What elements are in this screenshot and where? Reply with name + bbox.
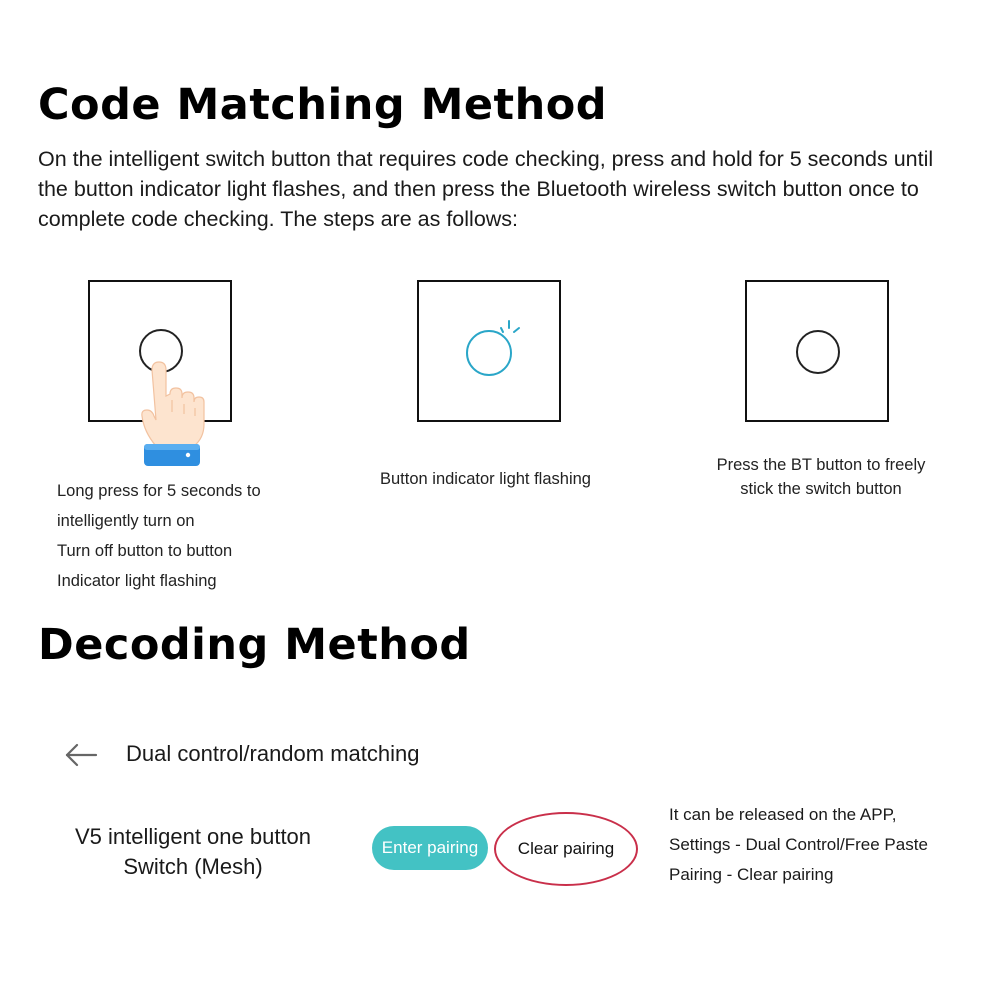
decoding-title: Decoding Method	[38, 620, 471, 670]
clear-pairing-button[interactable]: Clear pairing	[494, 812, 638, 886]
back-arrow-icon[interactable]	[64, 742, 98, 768]
hand-press-icon	[138, 360, 206, 472]
step1-caption-line: Turn off button to button	[57, 542, 233, 560]
step3-caption	[700, 453, 942, 501]
step1-caption-line: Long press for 5 seconds to	[57, 482, 261, 500]
step1-caption-line: Indicator light flashing	[57, 572, 217, 590]
enter-pairing-button[interactable]: Enter pairing	[372, 826, 488, 870]
note-line: Settings - Dual Control/Free Paste	[669, 835, 928, 854]
step3-caption-line: Press the BT button to freely	[716, 456, 926, 474]
step2-caption-line: Button indicator light flashing	[380, 470, 591, 488]
code-matching-intro: On the intelligent switch button that requires code checking, press and hold for 5 seconds until the button indicator light flashes, and then press the Bluetooth wireless switch button once to complete code checking. The steps are as follows:	[38, 147, 934, 231]
step1-caption	[57, 476, 261, 596]
code-matching-title: Code Matching Method	[38, 80, 608, 130]
step2-caption	[380, 464, 591, 494]
device-name-line: Switch (Mesh)	[123, 854, 263, 879]
device-name-line: V5 intelligent one button	[74, 824, 312, 849]
switch-panel-step3	[745, 280, 889, 422]
switch-panel-step2	[417, 280, 561, 422]
flashing-indicator-icon	[499, 318, 523, 338]
switch-button-ring-icon	[796, 330, 840, 374]
note-line: It can be released on the APP,	[669, 805, 897, 824]
step3-caption-line: stick the switch button	[740, 480, 902, 498]
nav-title: Dual control/random matching	[126, 741, 420, 766]
app-release-note	[669, 800, 928, 890]
step1-caption-line: intelligently turn on	[57, 512, 195, 530]
note-line: Pairing - Clear pairing	[669, 865, 834, 884]
device-name	[60, 822, 326, 882]
